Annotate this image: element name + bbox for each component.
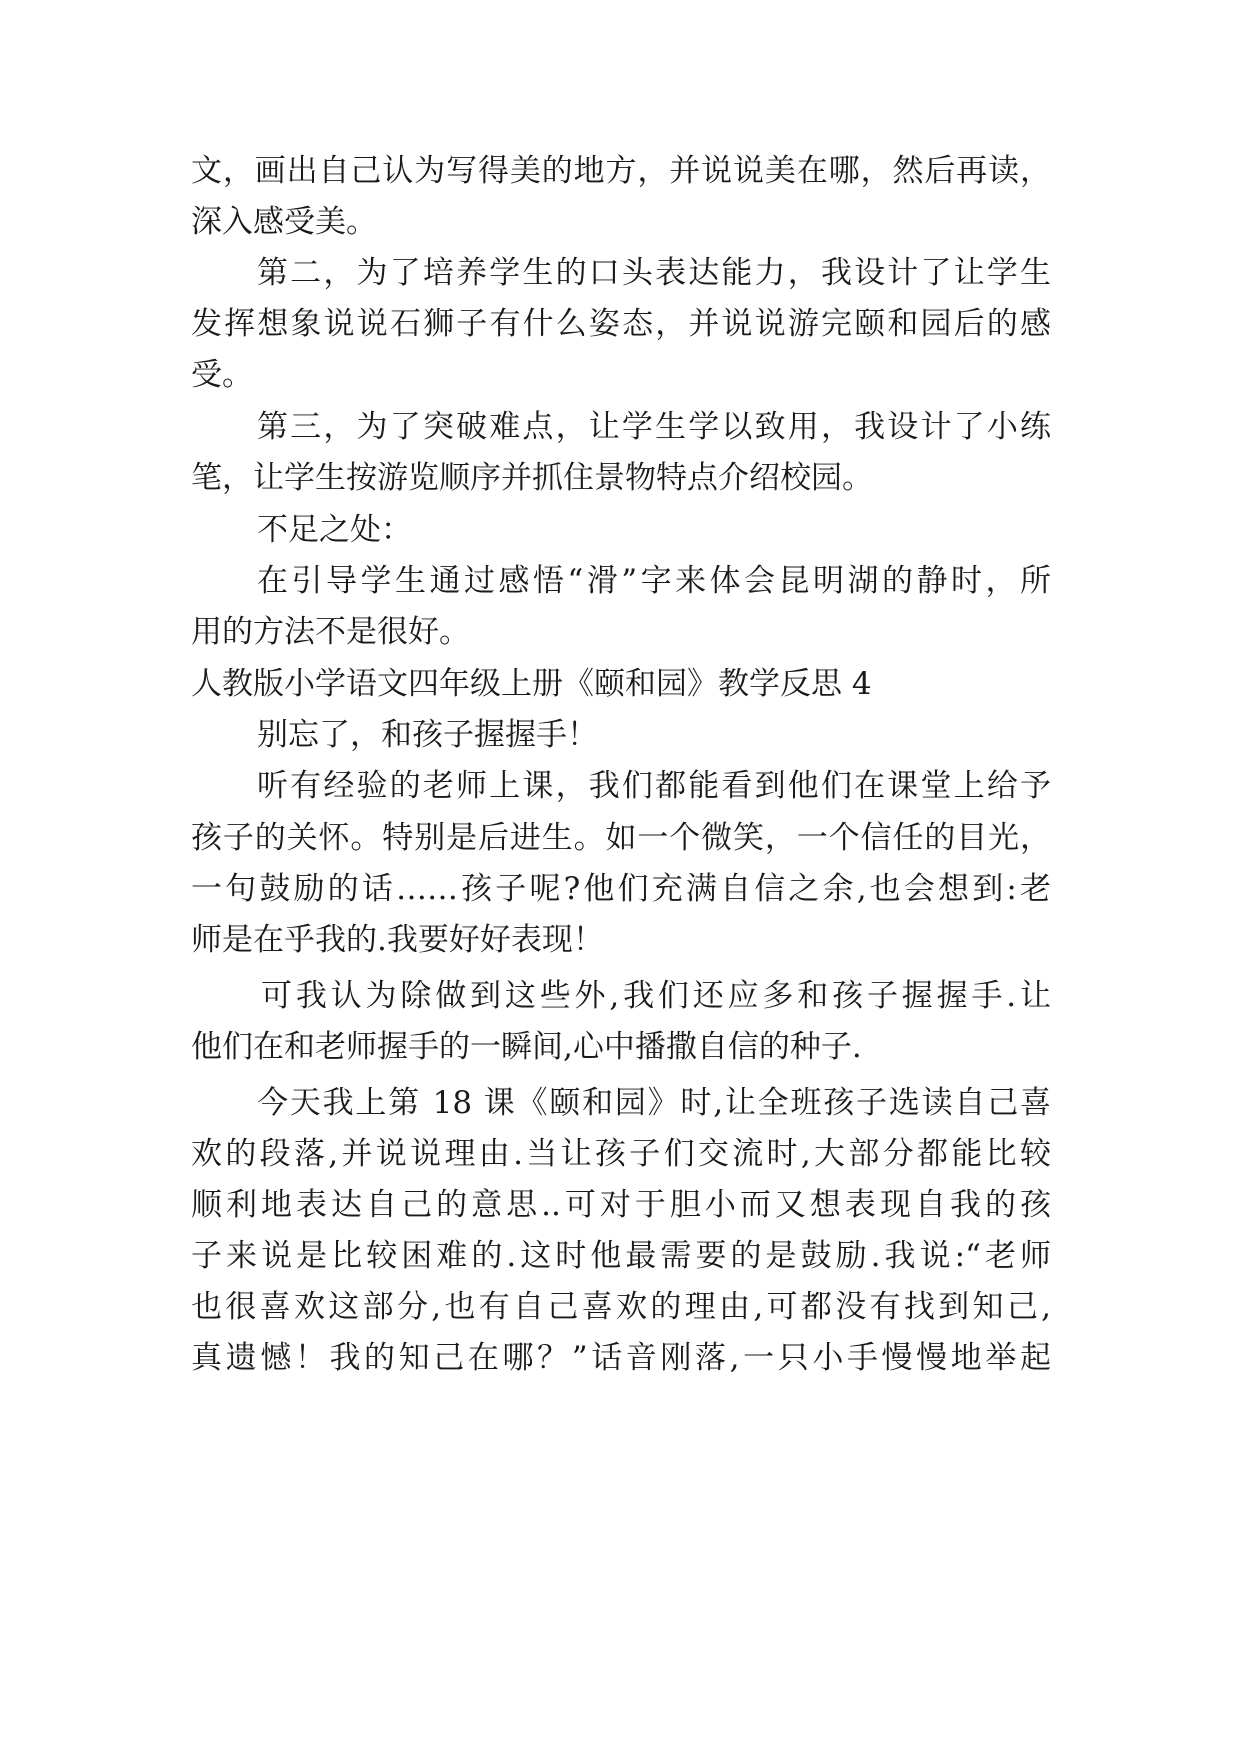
text-line: 深入感受美。 <box>191 204 377 240</box>
text-line: 听有经验的老师上课，我们都能看到他们在课堂上给予 <box>257 768 1051 804</box>
text-line: 笔，让学生按游览顺序并抓住景物特点介绍校园。 <box>191 460 873 496</box>
text-line: 也很喜欢这部分,也有自己喜欢的理由,可都没有找到知己, <box>191 1289 1051 1325</box>
text-line: 文，画出自己认为写得美的地方，并说说美在哪，然后再读， <box>191 153 1051 189</box>
text-line: 受。 <box>191 357 253 393</box>
text-line: 可我认为除做到这些外,我们还应多和孩子握握手.让 <box>261 978 1051 1014</box>
text-line: 真遗憾！我的知己在哪？”话音刚落,一只小手慢慢地举起 <box>191 1340 1051 1376</box>
text-line: 别忘了，和孩子握握手！ <box>257 717 598 753</box>
text-line: 不足之处： <box>257 512 412 548</box>
text-line: 在引导学生通过感悟“滑”字来体会昆明湖的静时，所 <box>257 563 1051 599</box>
text-line: 第二，为了培养学生的口头表达能力，我设计了让学生 <box>257 255 1051 291</box>
text-line: 第三，为了突破难点，让学生学以致用，我设计了小练 <box>257 409 1051 445</box>
text-line: 今天我上第 18 课《颐和园》时,让全班孩子选读自己喜 <box>257 1085 1051 1121</box>
text-line: 他们在和老师握手的一瞬间,心中播撒自信的种子. <box>191 1029 862 1065</box>
section-heading: 人教版小学语文四年级上册《颐和园》教学反思 4 <box>191 666 872 702</box>
text-line: 用的方法不是很好。 <box>191 614 470 650</box>
text-line: 欢的段落,并说说理由.当让孩子们交流时,大部分都能比较 <box>191 1136 1051 1172</box>
text-line: 师是在乎我的.我要好好表现！ <box>191 922 604 958</box>
text-line: 子来说是比较困难的.这时他最需要的是鼓励.我说:“老师 <box>191 1238 1051 1274</box>
text-line: 顺利地表达自己的意思..可对于胆小而又想表现自我的孩 <box>191 1187 1051 1223</box>
text-line: 孩子的关怀。特别是后进生。如一个微笑，一个信任的目光， <box>191 820 1051 856</box>
text-line: 一句鼓励的话……孩子呢?他们充满自信之余,也会想到:老 <box>191 871 1051 907</box>
text-line: 发挥想象说说石狮子有什么姿态，并说说游完颐和园后的感 <box>191 306 1051 342</box>
